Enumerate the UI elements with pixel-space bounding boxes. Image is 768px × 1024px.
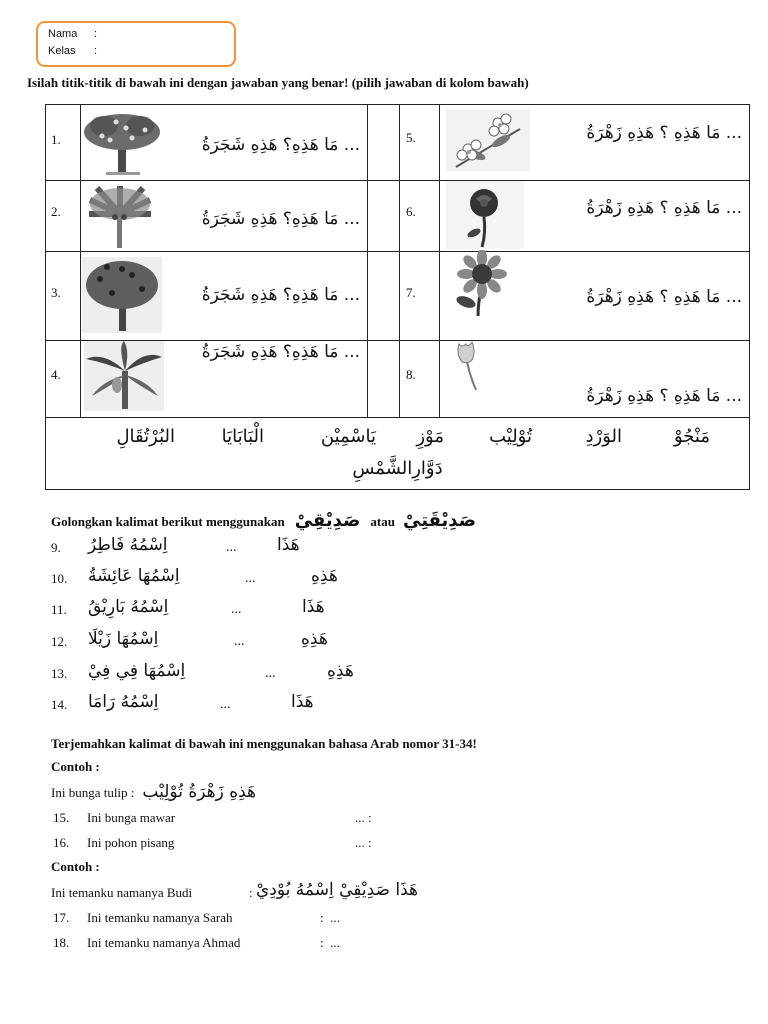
section1-instruction: Isilah titik-titik di bawah ini dengan jawaban yang benar! (pilih jawaban di kolom bawah) [27, 75, 529, 90]
section2-word1: صَدِيْقِيْ [294, 510, 361, 531]
item-14-number: 14. [51, 697, 68, 712]
item-10-number: 10. [51, 571, 68, 586]
jasmine-flower-icon [446, 109, 530, 171]
identity-box [36, 21, 236, 67]
item-18-number: 18. [53, 935, 70, 950]
answer-5: يَاسْمِيْن [320, 426, 376, 447]
example-1 [51, 782, 256, 802]
item-13-number: 13. [51, 666, 68, 681]
item-5-question: ... مَا هَذِهِ ؟ هَذِهِ زَهْرَةُ [586, 123, 742, 143]
item-5-number: 5. [406, 130, 416, 145]
class-colon: : [94, 45, 98, 57]
example-2-colon: : [249, 885, 253, 900]
answer-1: مَنْجُوْ [674, 426, 710, 447]
answer-8: دَوَّارِالشَّمْسِ [352, 458, 443, 479]
banana-tree-icon [84, 341, 164, 411]
section2-header [51, 510, 476, 531]
answer-3: تُوْلِيْب [489, 426, 532, 447]
item-6-question: ... مَا هَذِهِ ؟ هَذِهِ زَهْرَةُ [586, 198, 742, 218]
item-4-number: 4. [51, 367, 61, 382]
answer-7: البُرْتُقَالِ [116, 426, 175, 447]
item-3-number: 3. [51, 285, 61, 300]
item-1-question: ... مَا هَذِهِ؟ هَذِهِ شَجَرَةُ [201, 135, 360, 155]
item-16-number: 16. [53, 835, 70, 850]
item-8-question: ... مَا هَذِهِ ؟ هَذِهِ زَهْرَةُ [586, 386, 742, 406]
exercise-table [45, 104, 750, 490]
item-9-blank: ... [226, 540, 237, 555]
item-12-sentence: اِسْمُهَا زَيْلَا [88, 629, 159, 649]
item-7-number: 7. [406, 285, 416, 300]
item-13-demonstrative: هَذِهِ [327, 661, 354, 681]
item-9-sentence: اِسْمُهُ فَاطِرُ [88, 535, 168, 555]
item-3-question: ... مَا هَذِهِ؟ هَذِهِ شَجَرَةُ [201, 285, 360, 305]
section3-instruction: Terjemahkan kalimat di bawah ini menggunakan bahasa Arab nomor 31-34! [51, 736, 477, 751]
item-1-number: 1. [51, 132, 61, 147]
answer-2: الوَرْدِ [585, 426, 622, 447]
item-12-number: 12. [51, 634, 68, 649]
name-row [48, 28, 98, 40]
section2-connector: atau [370, 514, 395, 529]
item-8-number: 8. [406, 367, 416, 382]
item-2-question: ... مَا هَذِهِ؟ هَذِهِ شَجَرَةُ [201, 209, 360, 229]
item-15-number: 15. [53, 810, 70, 825]
name-colon: : [94, 28, 98, 40]
example-1-arabic: هَذِهِ زَهْرَةُ تُوْلِيْب [142, 782, 257, 802]
item-11-blank: ... [231, 602, 242, 617]
name-label: Nama [48, 28, 78, 40]
rose-flower-icon [446, 181, 524, 249]
item-4-question: ... مَا هَذِهِ؟ هَذِهِ شَجَرَةُ [201, 342, 360, 362]
sunflower-icon [448, 250, 516, 316]
item-14-sentence: اِسْمُهُ رَامَا [88, 692, 159, 712]
item-17-number: 17. [53, 910, 70, 925]
item-15-text: Ini bunga mawar [87, 810, 176, 825]
class-row [48, 45, 98, 57]
example-1-text: Ini bunga tulip : [51, 785, 135, 800]
item-15-answer: ... : [355, 810, 372, 825]
item-18-text: Ini temanku namanya Ahmad [87, 935, 241, 950]
item-10-demonstrative: هَذِهِ [311, 566, 338, 586]
item-17-text: Ini temanku namanya Sarah [87, 910, 233, 925]
item-16-text: Ini pohon pisang [87, 835, 175, 850]
section2-word2: صَدِيْقَتِيْ [402, 510, 477, 531]
item-11-number: 11. [51, 602, 67, 617]
class-label: Kelas [48, 45, 76, 57]
orange-tree-icon [82, 257, 162, 333]
item-18-answer: : ... [320, 935, 340, 950]
section2-instruction: Golongkan kalimat berikut menggunakan [51, 514, 285, 529]
item-17-answer: : ... [320, 910, 340, 925]
item-12-demonstrative: هَذِهِ [301, 629, 328, 649]
item-2-number: 2. [51, 204, 61, 219]
example-1-label: Contoh : [51, 759, 100, 774]
answer-4: مَوْزِ [416, 426, 444, 447]
item-6-number: 6. [406, 204, 416, 219]
item-7-question: ... مَا هَذِهِ ؟ هَذِهِ زَهْرَةُ [586, 287, 742, 307]
item-11-demonstrative: هَذَا [302, 597, 325, 617]
item-12-blank: ... [234, 634, 245, 649]
item-13-sentence: اِسْمُهَا فِي فِيْ [88, 661, 186, 681]
item-10-blank: ... [245, 571, 256, 586]
tulip-flower-icon [450, 340, 484, 392]
item-11-sentence: اِسْمُهُ بَارِيْقُ [88, 597, 169, 617]
mango-tree-icon [82, 110, 164, 176]
item-10-sentence: اِسْمُهَا عَائِشَةُ [88, 566, 180, 586]
example-2-arabic: هَذَا صَدِيْقِيْ اِسْمُهُ بُوْدِيْ [256, 880, 418, 900]
example-2-text: Ini temanku namanya Budi [51, 885, 193, 900]
papaya-tree-icon [85, 184, 155, 248]
example-2-label: Contoh : [51, 859, 100, 874]
item-16-answer: ... : [355, 835, 372, 850]
item-9-number: 9. [51, 540, 61, 555]
item-9-demonstrative: هَذَا [277, 535, 300, 555]
item-14-blank: ... [220, 697, 231, 712]
item-13-blank: ... [265, 666, 276, 681]
answer-6: الْبَابَايَا [221, 426, 264, 447]
item-14-demonstrative: هَذَا [291, 692, 314, 712]
